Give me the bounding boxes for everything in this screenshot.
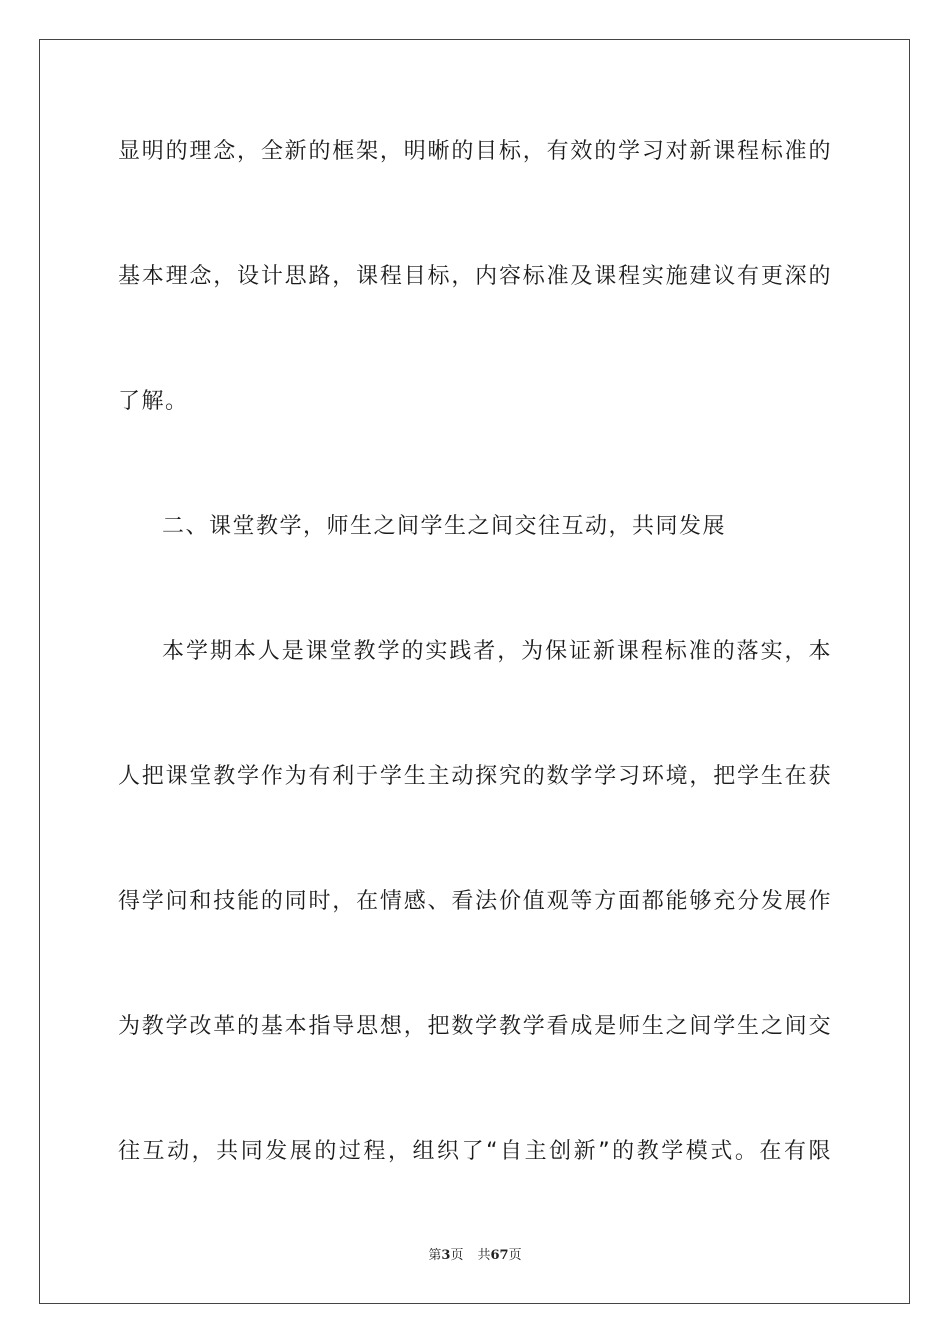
- paragraph-line-7: 为教学改革的基本指导思想，把数学教学看成是师生之间学生之间交: [118, 1014, 832, 1039]
- footer-total-prefix: 共: [477, 1248, 491, 1263]
- section-heading: 二、课堂教学，师生之间学生之间交往互动，共同发展: [162, 514, 727, 539]
- paragraph-line-1: 显明的理念，全新的框架，明晰的目标，有效的学习对新课程标准的: [118, 139, 832, 164]
- page-footer: [0, 1247, 950, 1265]
- footer-page-prefix: 第: [428, 1248, 442, 1263]
- footer-page-number: 3: [441, 1248, 451, 1263]
- paragraph-line-8: 往互动，共同发展的过程，组织了“自主创新”的教学模式。在有限: [118, 1139, 832, 1164]
- footer-total-pages: 67: [490, 1248, 509, 1263]
- paragraph-line-3: 了解。: [118, 389, 189, 414]
- footer-total-suffix: 页: [508, 1248, 522, 1263]
- paragraph-line-5: 人把课堂教学作为有利于学生主动探究的数学学习环境，把学生在获: [118, 764, 832, 789]
- paragraph-line-4: 本学期本人是课堂教学的实践者，为保证新课程标准的落实，本: [162, 639, 832, 664]
- footer-page-suffix: 页: [450, 1248, 464, 1263]
- paragraph-line-6: 得学问和技能的同时，在情感、看法价值观等方面都能够充分发展作: [118, 889, 832, 914]
- page-border: [39, 39, 910, 1304]
- paragraph-line-2: 基本理念，设计思路，课程目标，内容标准及课程实施建议有更深的: [118, 264, 832, 289]
